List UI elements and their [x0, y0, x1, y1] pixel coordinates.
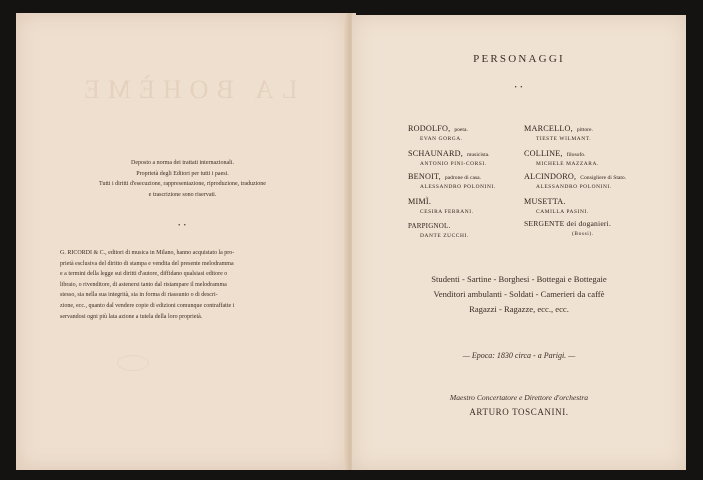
role-name: MIMÌ. — [408, 197, 432, 206]
cast-entry — [524, 166, 626, 190]
publisher-line: servandosi ogni più lata azione a tutela della loro proprietà. — [60, 313, 203, 320]
role-name: BENOIT, — [408, 172, 441, 181]
role-description: filosofo. — [566, 152, 586, 158]
notice-line: Tutti i diritti d'esecuzione, rappresentazione, riproduzione, traduzione — [99, 181, 266, 188]
conductor-title: Maestro Concertatore e Direttore d'orchestra — [449, 393, 589, 402]
cast-entry — [408, 143, 490, 167]
role-name: MARCELLO, — [524, 124, 573, 133]
actor-name: TIESTE WILMANT. — [536, 136, 592, 142]
publisher-line: stesso, sia nella sua integrità, sia in forma di riassunto o di descri- — [60, 292, 218, 299]
notice-line: Proprietà degli Editori per tutti i paesi. — [136, 170, 229, 177]
separator: • • — [178, 223, 187, 229]
conductor-name: ARTURO TOSCANINI. — [469, 407, 569, 417]
cast-entry — [524, 118, 593, 142]
actor-name: CAMILLA PASINI. — [536, 209, 589, 215]
chorus-line: Studenti - Sartine - Borghesi - Bottegai e Bottegaie — [431, 274, 607, 284]
publisher-line: zione, ecc., quanto dal vendere copie di edizioni comunque contraffatte i — [60, 302, 235, 309]
page-title: PERSONAGGI — [473, 53, 565, 65]
actor-name: DANTE ZUCCHI. — [420, 233, 469, 239]
actor-name: ALESSANDRO POLONINI. — [536, 184, 612, 190]
publisher-line: prietà esclusiva del diritto di stampa e vendita del presente melodramma — [60, 260, 234, 267]
notice-line: Deposto a norma dei trattati internazionali. — [131, 160, 234, 166]
copyright-notice — [16, 158, 349, 200]
cast-entry — [524, 191, 589, 215]
role-description: padrone di casa. — [444, 175, 482, 181]
role-name: PARPIGNOL. — [408, 222, 451, 230]
chorus-list — [352, 272, 686, 317]
separator: • • — [514, 85, 524, 91]
role-description: musicista. — [467, 152, 490, 158]
role-description: Consigliere di Stato. — [580, 175, 627, 181]
publisher-notice — [60, 248, 234, 322]
cast-entry — [408, 191, 474, 215]
actor-name: ANTONIO PINI-CORSI. — [420, 161, 487, 167]
cast-entry — [408, 118, 468, 142]
right-page — [352, 15, 686, 470]
bleed-through-title: LA BOHÈME — [76, 75, 298, 104]
role-name: SCHAUNARD, — [408, 149, 463, 158]
cast-entry — [524, 213, 611, 237]
role-description: pittore. — [576, 127, 593, 133]
role-name: SERGENTE dei doganieri. — [524, 219, 612, 228]
actor-name: CESIRA FERRANI. — [420, 209, 474, 215]
chorus-line: Ragazzi - Ragazze, ecc., ecc. — [469, 304, 569, 314]
notice-line: e trascrizione sono riservati. — [148, 191, 217, 198]
actor-name: MICHELE MAZZARA. — [536, 161, 599, 167]
publisher-line: G. RICORDI & C., editori di musica in Milano, hanno acquistato la pro- — [60, 250, 235, 256]
cast-entry — [524, 143, 599, 167]
actor-name: (Bossi). — [572, 231, 594, 237]
actor-name: ALESSANDRO POLONINI. — [420, 184, 496, 190]
cast-entry — [408, 166, 496, 190]
left-page — [16, 13, 349, 470]
actor-name: EVAN GORGA. — [420, 136, 463, 142]
library-stamp — [117, 355, 149, 371]
chorus-line: Venditori ambulanti - Soldati - Camerieri da caffè — [433, 289, 605, 299]
role-name: ALCINDORO, — [524, 172, 577, 181]
role-name: RODOLFO, — [408, 124, 451, 133]
publisher-line: e a termini della legge sui diritti d'autore, diffidano qualsiasi editore o — [60, 271, 228, 278]
role-name: COLLINE, — [524, 149, 563, 158]
role-name: MUSETTA. — [524, 197, 566, 206]
publisher-line: libraio, o rivenditore, di astenersi tanto dal ristampare il melodramma — [60, 281, 227, 288]
epoch-line: — Epoca: 1830 circa - a Parigi. — — [462, 351, 576, 360]
role-description: poeta. — [454, 127, 468, 133]
cast-entry — [408, 215, 469, 239]
